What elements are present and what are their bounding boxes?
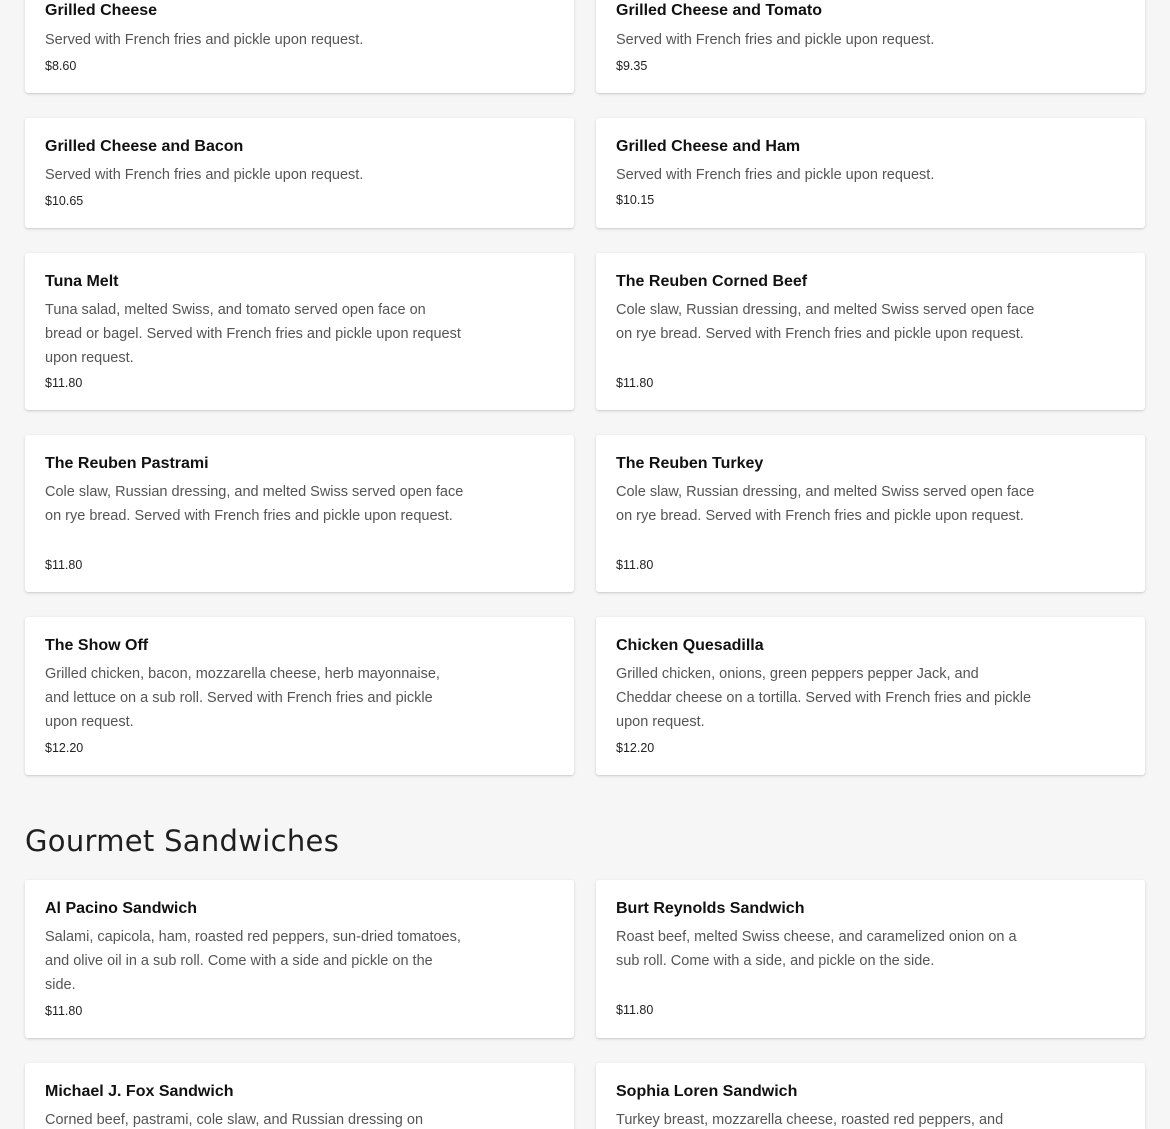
item-price: $8.60	[45, 59, 77, 73]
menu-item-card[interactable]	[596, 118, 1145, 228]
item-description: Served with French fries and pickle upon request.	[45, 167, 364, 183]
item-description: Salami, capicola, ham, roasted red peppers, sun-dried tomatoes, and olive oil in a sub roll. Come with a side and pickle on the side.	[45, 929, 461, 993]
item-price: $9.35	[616, 59, 648, 73]
item-price: $12.20	[616, 741, 655, 755]
item-name: Grilled Cheese and Tomato	[616, 2, 822, 19]
item-name: The Show Off	[45, 637, 149, 654]
item-name: Michael J. Fox Sandwich	[45, 1083, 234, 1100]
item-description: Cole slaw, Russian dressing, and melted Swiss served open face on rye bread. Served with French fries and pickle upon request.	[45, 484, 464, 524]
item-description: Served with French fries and pickle upon request.	[45, 32, 364, 48]
item-description: Served with French fries and pickle upon request.	[616, 32, 935, 48]
item-price: $11.80	[45, 558, 83, 572]
item-price: $11.80	[45, 1004, 83, 1018]
item-name: Sophia Loren Sandwich	[616, 1083, 798, 1100]
menu-item-card[interactable]	[25, 0, 574, 93]
item-price: $10.15	[616, 193, 655, 207]
menu-item-card[interactable]	[25, 253, 574, 410]
item-name: Grilled Cheese and Ham	[616, 138, 801, 155]
item-name: Grilled Cheese and Bacon	[45, 138, 244, 155]
menu-item-card[interactable]	[596, 617, 1145, 775]
item-name: The Reuben Corned Beef	[616, 273, 808, 290]
item-name: Tuna Melt	[45, 273, 119, 290]
menu-item-card[interactable]	[25, 435, 574, 592]
item-description: Grilled chicken, onions, green peppers pepper Jack, and Cheddar cheese on a tortilla. Served with French fries and pickle upon request.	[616, 666, 1032, 730]
item-description: Roast beef, melted Swiss cheese, and caramelized onion on a sub roll. Come with a side, and pickle on the side.	[616, 929, 1017, 969]
item-price: $11.80	[616, 1003, 654, 1017]
item-name: Al Pacino Sandwich	[45, 900, 198, 917]
item-description: Grilled chicken, bacon, mozzarella cheese, herb mayonnaise, and lettuce on a sub roll. Served with French fries and pickle upon request.	[45, 666, 440, 730]
menu-item-card[interactable]	[596, 253, 1145, 410]
item-name: The Reuben Pastrami	[45, 455, 209, 472]
menu-item-card[interactable]	[25, 118, 574, 228]
section-title-gourmet-sandwiches: Gourmet Sandwiches	[25, 824, 340, 858]
item-name: The Reuben Turkey	[616, 455, 764, 472]
menu-item-card[interactable]	[596, 880, 1145, 1038]
item-price: $11.80	[616, 376, 654, 390]
menu-item-card[interactable]	[596, 435, 1145, 592]
item-price: $11.80	[616, 558, 654, 572]
menu-item-card[interactable]	[25, 617, 574, 775]
item-description: Tuna salad, melted Swiss, and tomato served open face on bread or bagel. Served with French fries and pickle upon request upon request.	[45, 302, 461, 366]
item-description: Cole slaw, Russian dressing, and melted Swiss served open face on rye bread. Served with French fries and pickle upon request.	[616, 484, 1035, 524]
menu-item-card[interactable]	[596, 0, 1145, 93]
item-description: Cole slaw, Russian dressing, and melted Swiss served open face on rye bread. Served with French fries and pickle upon request.	[616, 302, 1035, 342]
menu-item-card[interactable]	[25, 880, 574, 1038]
item-name: Burt Reynolds Sandwich	[616, 900, 805, 917]
item-description: Turkey breast, mozzarella cheese, roasted red peppers, and	[616, 1112, 1004, 1128]
item-name: Chicken Quesadilla	[616, 637, 764, 654]
menu-item-card[interactable]	[25, 1063, 574, 1129]
item-description: Served with French fries and pickle upon request.	[616, 167, 935, 183]
item-description: Corned beef, pastrami, cole slaw, and Russian dressing on	[45, 1112, 424, 1128]
menu-item-card[interactable]	[596, 1063, 1145, 1129]
item-name: Grilled Cheese	[45, 2, 158, 19]
item-price: $10.65	[45, 194, 84, 208]
item-price: $11.80	[45, 376, 83, 390]
item-price: $12.20	[45, 741, 84, 755]
